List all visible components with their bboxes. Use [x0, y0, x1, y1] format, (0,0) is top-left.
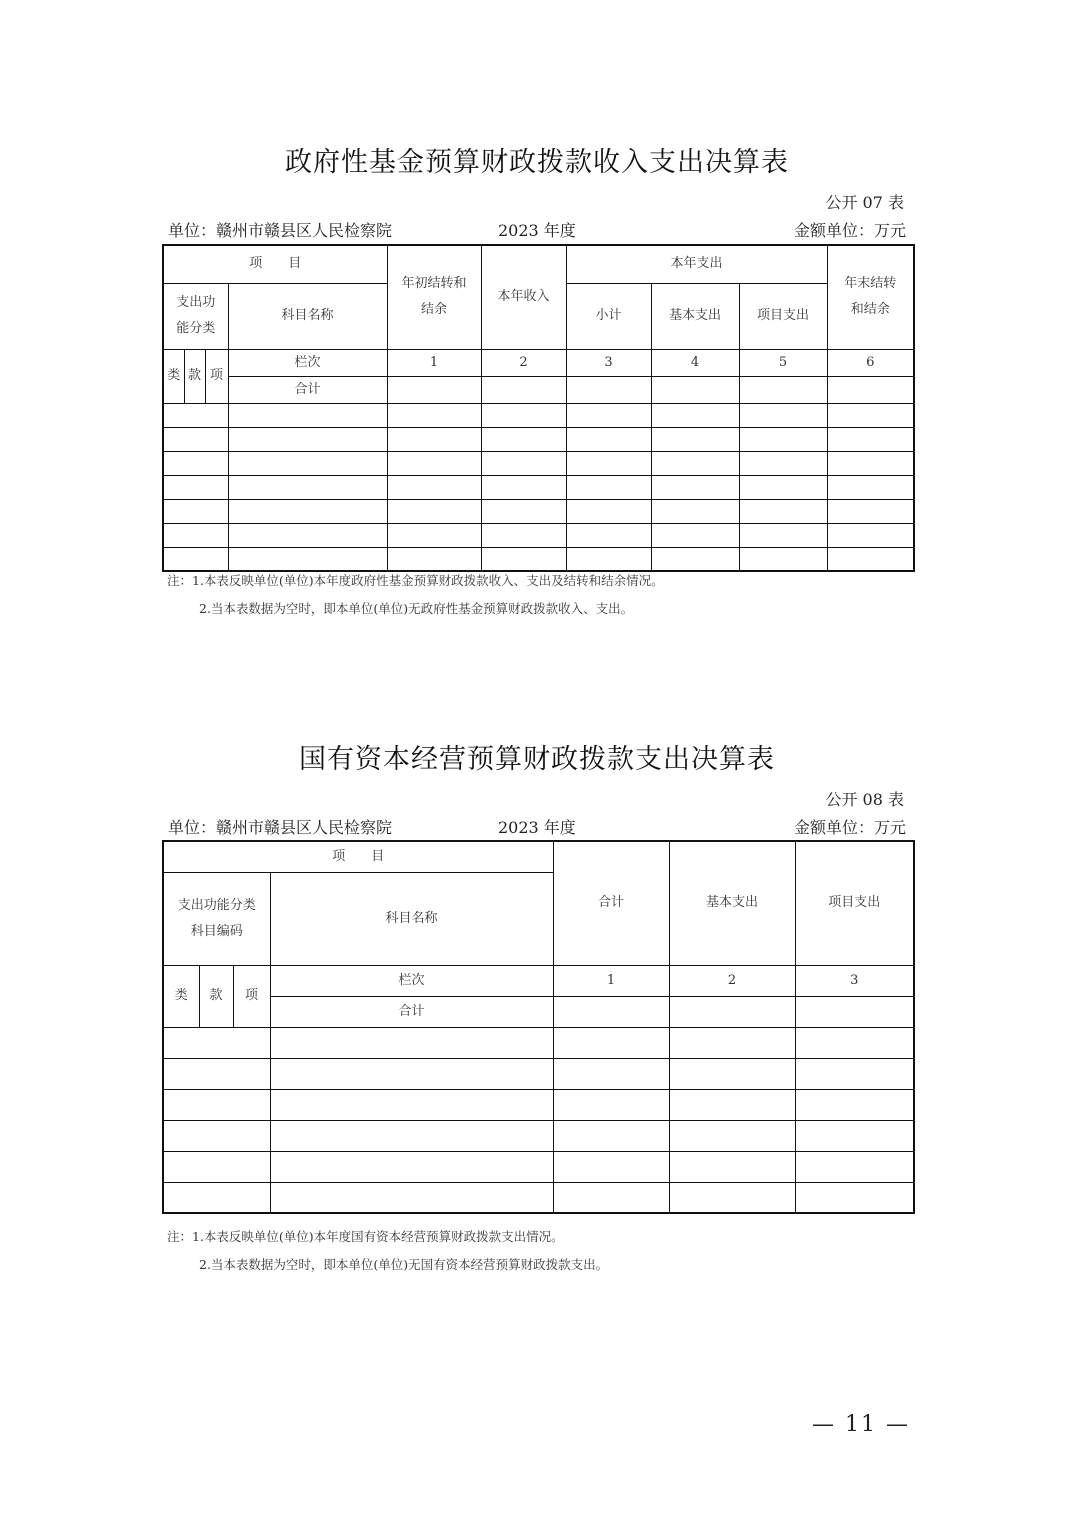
table-cell — [481, 403, 566, 427]
header-xiang: 项 — [205, 349, 228, 403]
table-cell — [163, 403, 228, 427]
table-cell — [651, 451, 739, 475]
table-cell — [669, 1058, 795, 1089]
table-cell — [481, 451, 566, 475]
table-cell — [795, 1151, 914, 1182]
total-row — [163, 996, 914, 1027]
table-cell — [553, 1151, 669, 1182]
table-cell — [827, 475, 914, 499]
table-row — [163, 1058, 914, 1089]
header-income: 本年收入 — [481, 245, 566, 349]
header-kuan: 款 — [199, 965, 233, 1027]
table-row — [163, 1182, 914, 1213]
table-cell — [651, 403, 739, 427]
table-cell — [566, 427, 651, 451]
table-cell — [270, 1027, 553, 1058]
table-cell — [827, 499, 914, 523]
table-cell — [163, 1058, 270, 1089]
table-cell — [387, 376, 481, 403]
table-cell — [827, 547, 914, 571]
table-cell — [651, 499, 739, 523]
header-subject-name: 科目名称 — [270, 872, 553, 965]
table-cell — [228, 427, 387, 451]
table-cell — [739, 499, 827, 523]
total-row — [163, 376, 914, 403]
table-row — [163, 547, 914, 571]
note-1: 注：1.本表反映单位(单位)本年度国有资本经营预算财政拨款支出情况。 — [167, 1229, 564, 1244]
header-lei: 类 — [163, 965, 199, 1027]
table-cell — [739, 403, 827, 427]
table08-unit: 单位：赣州市赣县区人民检察院 — [168, 818, 393, 837]
table-cell — [387, 475, 481, 499]
table-cell — [566, 403, 651, 427]
table-cell — [651, 376, 739, 403]
header-project: 项目支出 — [795, 841, 914, 965]
table-cell — [795, 1120, 914, 1151]
table07-amount-unit: 金额单位：万元 — [793, 221, 906, 240]
table-cell — [228, 523, 387, 547]
table-cell — [669, 1182, 795, 1213]
table-cell — [481, 523, 566, 547]
col-number: 3 — [566, 349, 651, 376]
col-number: 5 — [739, 349, 827, 376]
col-number: 6 — [827, 349, 914, 376]
table-cell — [669, 996, 795, 1027]
table-cell — [651, 523, 739, 547]
table-cell — [163, 1151, 270, 1182]
header-subject-name: 科目名称 — [228, 283, 387, 349]
table-cell — [270, 1089, 553, 1120]
table-cell — [566, 475, 651, 499]
table-row — [163, 1120, 914, 1151]
table-cell — [228, 547, 387, 571]
table-cell — [739, 451, 827, 475]
header-item: 项 目 — [163, 245, 387, 283]
col-number: 2 — [669, 965, 795, 996]
table-cell — [669, 1089, 795, 1120]
header-closing-balance: 年末结转 和结余 — [827, 245, 914, 349]
note-2: 2.当本表数据为空时，即本单位(单位)无政府性基金预算财政拨款收入、支出。 — [199, 601, 634, 616]
table07-code: 公开 07 表 — [825, 193, 904, 212]
col-number: 3 — [795, 965, 914, 996]
table07-title: 政府性基金预算财政拨款收入支出决算表 — [285, 147, 789, 178]
table-cell — [553, 1120, 669, 1151]
table08 — [162, 840, 915, 1214]
table-cell — [270, 1182, 553, 1213]
table-cell — [651, 427, 739, 451]
table-row — [163, 475, 914, 499]
table08-notes — [167, 1227, 608, 1283]
table-cell — [651, 547, 739, 571]
table-cell — [387, 451, 481, 475]
table-cell — [553, 1058, 669, 1089]
header-total: 合计 — [553, 841, 669, 965]
page-number: — 11 — — [812, 1412, 910, 1437]
table-row — [163, 1027, 914, 1058]
table-cell — [228, 475, 387, 499]
note-1: 注：1.本表反映单位(单位)本年度政府性基金预算财政拨款收入、支出及结转和结余情况。 — [167, 573, 664, 588]
table-cell — [163, 523, 228, 547]
table-cell — [739, 376, 827, 403]
table08-meta — [168, 815, 906, 837]
header-expense: 本年支出 — [566, 245, 827, 283]
table-cell — [739, 547, 827, 571]
table-cell — [481, 499, 566, 523]
table-cell — [553, 1027, 669, 1058]
table-cell — [228, 451, 387, 475]
header-kuan: 款 — [184, 349, 205, 403]
header-basic: 基本支出 — [669, 841, 795, 965]
table08-year: 2023 年度 — [498, 818, 576, 837]
table-cell — [669, 1151, 795, 1182]
header-item: 项 目 — [163, 841, 553, 872]
table-cell — [163, 1027, 270, 1058]
table-cell — [795, 1089, 914, 1120]
table07-year: 2023 年度 — [498, 221, 576, 240]
table-cell — [669, 1120, 795, 1151]
table-cell — [669, 1027, 795, 1058]
table-cell — [481, 427, 566, 451]
table-cell — [827, 451, 914, 475]
table-cell — [827, 427, 914, 451]
table-cell — [387, 403, 481, 427]
table-row — [163, 403, 914, 427]
table-row — [163, 451, 914, 475]
col-number: 1 — [553, 965, 669, 996]
table-cell — [553, 996, 669, 1027]
table-cell — [163, 547, 228, 571]
table-cell — [481, 547, 566, 571]
table-cell — [481, 475, 566, 499]
table08-title: 国有资本经营预算财政拨款支出决算表 — [299, 744, 775, 775]
table-cell — [739, 475, 827, 499]
table-cell — [387, 499, 481, 523]
table08-amount-unit: 金额单位：万元 — [793, 818, 906, 837]
table-cell — [228, 499, 387, 523]
table-cell — [270, 1151, 553, 1182]
header-category: 支出功能分类 科目编码 — [163, 872, 270, 965]
table-cell — [827, 523, 914, 547]
table-cell — [228, 403, 387, 427]
col-index-label: 栏次 — [270, 965, 553, 996]
table-cell — [387, 427, 481, 451]
table-cell — [795, 996, 914, 1027]
table08-code: 公开 08 表 — [825, 790, 904, 809]
total-label: 合计 — [228, 376, 387, 403]
col-index-label: 栏次 — [228, 349, 387, 376]
table-cell — [651, 475, 739, 499]
table-cell — [270, 1120, 553, 1151]
col-number: 4 — [651, 349, 739, 376]
total-label: 合计 — [270, 996, 553, 1027]
table-cell — [163, 427, 228, 451]
table-cell — [566, 376, 651, 403]
table07-unit: 单位：赣州市赣县区人民检察院 — [168, 221, 393, 240]
table07-notes — [167, 571, 664, 627]
table-cell — [163, 1089, 270, 1120]
note-2: 2.当本表数据为空时，即本单位(单位)无国有资本经营预算财政拨款支出。 — [199, 1257, 609, 1272]
table-cell — [566, 523, 651, 547]
table-cell — [553, 1182, 669, 1213]
header-basic: 基本支出 — [651, 283, 739, 349]
header-category: 支出功 能分类 — [163, 283, 228, 349]
table-cell — [387, 523, 481, 547]
table-cell — [553, 1089, 669, 1120]
table07 — [162, 244, 915, 572]
table-cell — [739, 427, 827, 451]
header-subtotal: 小计 — [566, 283, 651, 349]
table-cell — [795, 1027, 914, 1058]
header-xiang: 项 — [233, 965, 270, 1027]
table-cell — [566, 547, 651, 571]
table-cell — [163, 1120, 270, 1151]
table-row — [163, 1089, 914, 1120]
header-project: 项目支出 — [739, 283, 827, 349]
table-cell — [163, 475, 228, 499]
table-cell — [481, 376, 566, 403]
table-cell — [795, 1182, 914, 1213]
table-cell — [827, 403, 914, 427]
table-cell — [163, 451, 228, 475]
header-lei: 类 — [163, 349, 184, 403]
table-cell — [163, 499, 228, 523]
table-cell — [795, 1058, 914, 1089]
table-row — [163, 427, 914, 451]
table-row — [163, 1151, 914, 1182]
table-cell — [387, 547, 481, 571]
table-cell — [566, 499, 651, 523]
table-row — [163, 499, 914, 523]
header-opening-balance: 年初结转和 结余 — [387, 245, 481, 349]
table07-meta — [168, 218, 906, 240]
table-cell — [270, 1058, 553, 1089]
table-row — [163, 523, 914, 547]
col-number: 1 — [387, 349, 481, 376]
table-cell — [827, 376, 914, 403]
table-cell — [163, 1182, 270, 1213]
col-number: 2 — [481, 349, 566, 376]
table-cell — [566, 451, 651, 475]
table-cell — [739, 523, 827, 547]
